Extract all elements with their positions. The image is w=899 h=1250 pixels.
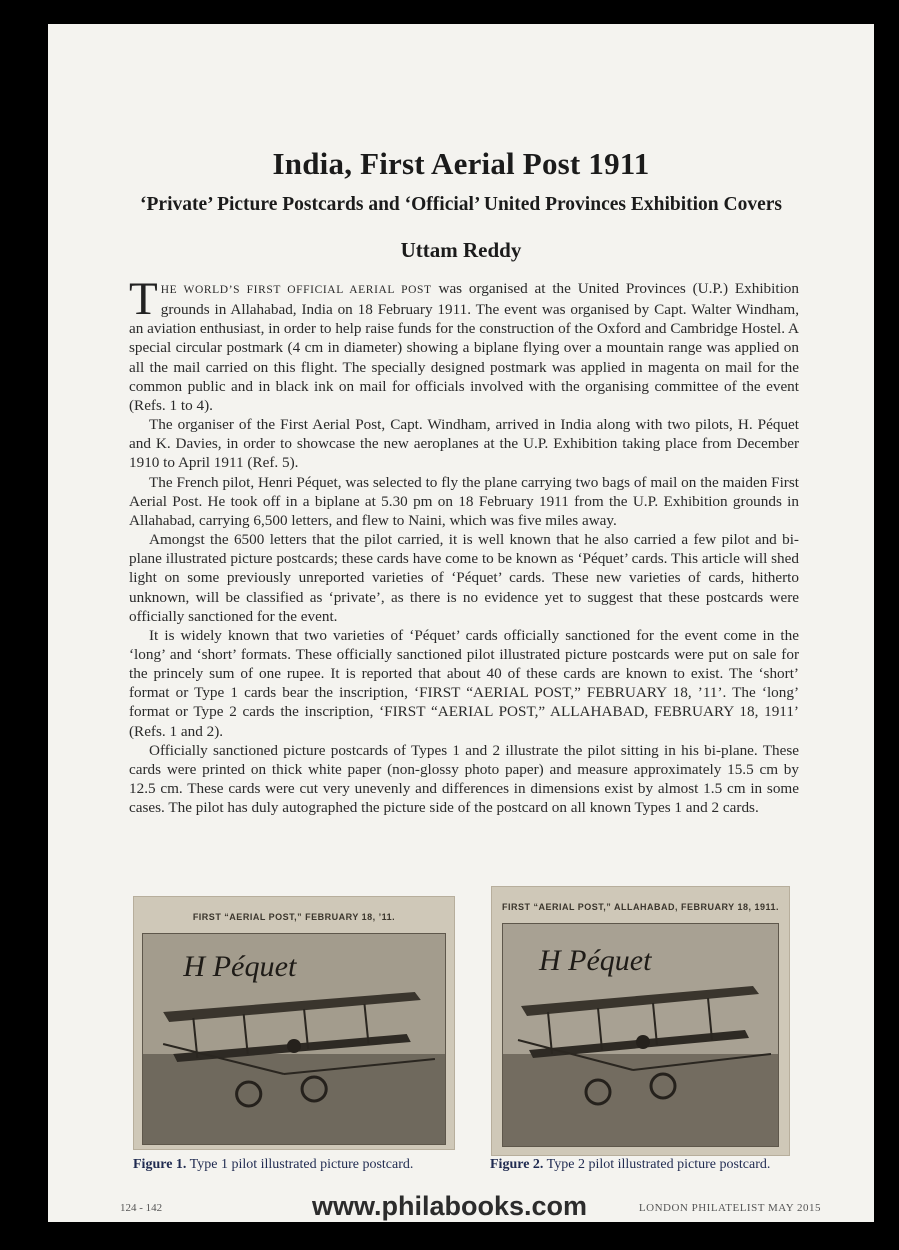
autograph-text: H Péquet xyxy=(183,949,297,983)
postcard-inscription: FIRST “AERIAL POST,” FEBRUARY 18, ’11. xyxy=(192,912,396,922)
paragraph-3: The French pilot, Henri Péquet, was selected to fly the plane carrying two bags of mail on the maiden First Aerial Post. He took off in a biplane at 5.30 pm on 18 February 1911 from the U.P. Exhibition grounds in Allahabad, carrying 6,500 letters, and flew to Naini, which was five miles away. xyxy=(129,473,799,529)
figure-2-label: Figure 2. xyxy=(490,1157,544,1172)
article-title: India, First Aerial Post 1911 xyxy=(272,146,650,181)
biplane-photo xyxy=(142,933,446,1145)
paragraph-1-text: was organised at the United Provinces (U.P.) Exhibition grounds in Allahabad, India on 18 February 1911. The event was organised by Capt. Walter Windham, an aviation enthusiast, in order to help raise funds for the construction of the Oxford and Cambridge Hostel. A special circular postmark (4 cm in diameter) showing a biplane flying over a mountain range was applied on all the mail carried on this flight. The specially designed postmark was applied in magenta on mail for the common public and in black ink on mail for officials involved with the organising committee of the event (Refs. 1 to 4). xyxy=(129,280,799,414)
paragraph-6: Officially sanctioned picture postcards of Types 1 and 2 illustrate the pilot sitting in his bi-plane. These cards were printed on thick white paper (non-glossy photo paper) and measure approximately 15.5 cm by 12.5 cm. These cards were cut very unevenly and differences in dimensions exist by almost 1.5 cm in some cases. The pilot has duly autographed the picture side of the postcard on all known Types 1 and 2 cards. xyxy=(129,741,799,817)
figure-1-postcard xyxy=(133,896,455,1150)
biplane-photo xyxy=(502,923,779,1147)
drop-cap: T xyxy=(129,273,158,325)
paragraph-4: Amongst the 6500 letters that the pilot carried, it is well known that he also carried a few pilot and bi-plane illustrated picture postcards; these cards have come to be known as ‘Péquet’ cards. This article will shed light on some previously unreported varieties of ‘Péquet’ cards. These new varieties of cards, hitherto unknown, will be classified as ‘private’, as there is no evidence yet to suggest that these postcards were officially sanctioned for the event. xyxy=(129,531,799,625)
figure-2-caption-text: Type 2 pilot illustrated picture postcard. xyxy=(543,1157,771,1172)
watermark-url: www.philabooks.com xyxy=(311,1191,588,1221)
journal-footer: LONDON PHILATELIST MAY 2015 xyxy=(638,1202,821,1214)
figure-1-label: Figure 1. xyxy=(133,1157,187,1172)
postcard-inscription: FIRST “AERIAL POST,” ALLAHABAD, FEBRUARY 18, 1911. xyxy=(501,902,780,912)
paragraph-1 xyxy=(129,273,799,415)
paragraph-5: It is widely known that two varieties of ‘Péquet’ cards officially sanctioned for the event come in the ‘long’ and ‘short’ formats. These officially sanctioned pilot illustrated picture postcards were put on sale for the princely sum of one rupee. It is reported that about 40 of these cards are known to exist. The ‘short’ format or Type 1 cards bear the inscription, ‘FIRST “AERIAL POST,” FEBRUARY 18, ’11’. The ‘long’ format or Type 2 cards the inscription, ‘FIRST “AERIAL POST,” ALLAHABAD, FEBRUARY 18, 1911’ (Refs. 1 and 2). xyxy=(129,626,799,740)
article-body xyxy=(129,273,799,817)
paragraph-2: The organiser of the First Aerial Post, Capt. Windham, arrived in India along with two pilots, H. Péquet and K. Davies, in order to showcase the new aeroplanes at the U.P. Exhibition taking place from December 1910 to April 1911 (Ref. 5). xyxy=(129,416,799,472)
figure-1-caption xyxy=(133,1157,413,1173)
figure-1-caption-text: Type 1 pilot illustrated picture postcard. xyxy=(186,1157,414,1172)
figure-2-postcard xyxy=(491,886,790,1156)
biplane-illustration xyxy=(503,924,778,1146)
figure-2-caption xyxy=(490,1157,770,1173)
small-caps-lead: HE WORLD’S FIRST OFFICIAL AERIAL POST xyxy=(160,284,432,296)
biplane-illustration xyxy=(143,934,445,1144)
article-subtitle: ‘Private’ Picture Postcards and ‘Official’ United Provinces Exhibition Covers xyxy=(140,194,782,215)
page-range: 124 - 142 xyxy=(120,1202,163,1214)
document-page xyxy=(48,24,874,1222)
autograph-text: H Péquet xyxy=(539,944,652,977)
article-author: Uttam Reddy xyxy=(400,238,522,262)
